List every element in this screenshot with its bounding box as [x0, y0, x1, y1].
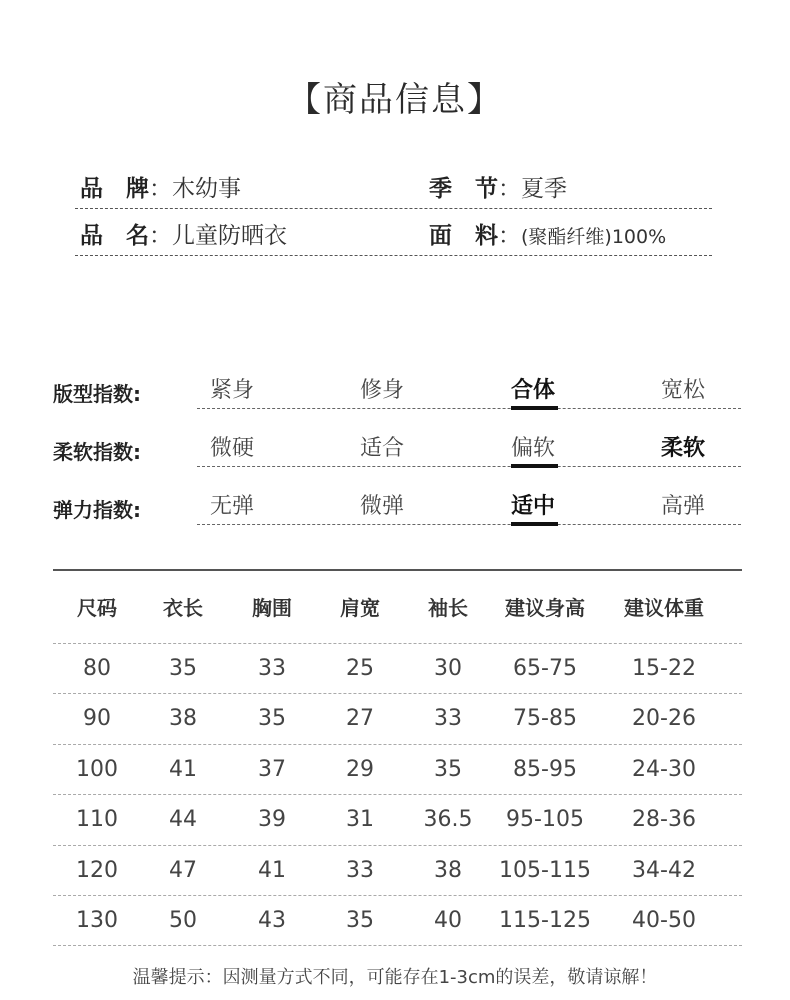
row-divider: [53, 895, 742, 896]
table-cell: 41: [169, 757, 197, 782]
index-option: 修身: [360, 378, 405, 403]
measurement-note: 温馨提示：因测量方式不同，可能存在1-3cm的误差，敬请谅解！: [132, 967, 658, 988]
index-option: 适中: [511, 494, 556, 519]
season-value: 夏季: [521, 176, 567, 202]
index-divider: [197, 466, 741, 467]
fabric-key: 面 料: [429, 223, 498, 249]
table-cell: 105-115: [499, 858, 591, 883]
table-cell: 75-85: [513, 706, 577, 731]
table-header: 建议身高: [505, 596, 585, 620]
table-cell: 38: [434, 858, 462, 883]
table-cell: 95-105: [506, 807, 584, 832]
table-cell: 35: [169, 656, 197, 681]
index-option: 微硬: [210, 436, 255, 461]
page-title: 【商品信息】: [287, 80, 503, 120]
table-cell: 31: [346, 807, 374, 832]
table-cell: 28-36: [632, 807, 696, 832]
table-cell: 85-95: [513, 757, 577, 782]
fabric-value: (聚酯纤维)100%: [521, 226, 667, 248]
index-label: 柔软指数:: [53, 440, 141, 464]
index-divider: [197, 524, 741, 525]
table-cell: 33: [258, 656, 286, 681]
table-cell: 110: [76, 807, 118, 832]
table-header: 衣长: [163, 596, 203, 620]
table-cell: 41: [258, 858, 286, 883]
table-top-border: [53, 569, 742, 571]
table-cell: 130: [76, 908, 118, 933]
info-row-2: 品 名：儿童防晒衣 面 料：(聚酯纤维)100%: [75, 211, 712, 256]
table-cell: 80: [83, 656, 111, 681]
season-key: 季 节: [429, 176, 498, 202]
table-cell: 33: [434, 706, 462, 731]
table-header: 肩宽: [340, 596, 380, 620]
table-cell: 15-22: [632, 656, 696, 681]
info-row-1: 品 牌：木幼事 季 节：夏季: [75, 164, 712, 209]
table-cell: 36.5: [423, 807, 473, 832]
table-cell: 30: [434, 656, 462, 681]
table-header: 胸围: [252, 596, 292, 620]
table-cell: 115-125: [499, 908, 591, 933]
index-option: 紧身: [210, 378, 255, 403]
index-option: 无弹: [210, 494, 255, 519]
table-cell: 29: [346, 757, 374, 782]
index-option: 高弹: [661, 494, 706, 519]
table-cell: 25: [346, 656, 374, 681]
table-cell: 40-50: [632, 908, 696, 933]
index-option: 微弹: [360, 494, 405, 519]
table-header: 尺码: [77, 596, 117, 620]
name-value: 儿童防晒衣: [172, 223, 287, 249]
table-cell: 37: [258, 757, 286, 782]
table-cell: 39: [258, 807, 286, 832]
table-cell: 34-42: [632, 858, 696, 883]
table-header: 袖长: [428, 596, 468, 620]
selected-underline: [511, 464, 558, 468]
table-cell: 47: [169, 858, 197, 883]
table-cell: 24-30: [632, 757, 696, 782]
index-option: 适合: [360, 436, 405, 461]
index-option: 宽松: [661, 378, 706, 403]
row-divider: [53, 693, 742, 694]
index-label: 版型指数:: [53, 382, 141, 406]
table-cell: 35: [434, 757, 462, 782]
selected-underline: [511, 406, 558, 410]
row-divider: [53, 794, 742, 795]
table-cell: 35: [346, 908, 374, 933]
brand-value: 木幼事: [172, 176, 241, 202]
index-divider: [197, 408, 741, 409]
table-cell: 50: [169, 908, 197, 933]
row-divider: [53, 945, 742, 946]
name-key: 品 名: [80, 223, 149, 249]
index-option: 合体: [511, 378, 556, 403]
table-cell: 120: [76, 858, 118, 883]
row-divider: [53, 744, 742, 745]
table-cell: 43: [258, 908, 286, 933]
table-cell: 65-75: [513, 656, 577, 681]
table-cell: 35: [258, 706, 286, 731]
brand-key: 品 牌: [80, 176, 149, 202]
index-option: 偏软: [511, 436, 556, 461]
table-header: 建议体重: [624, 596, 704, 620]
selected-underline: [511, 522, 558, 526]
table-cell: 20-26: [632, 706, 696, 731]
table-cell: 90: [83, 706, 111, 731]
table-cell: 40: [434, 908, 462, 933]
table-cell: 44: [169, 807, 197, 832]
table-cell: 33: [346, 858, 374, 883]
table-cell: 38: [169, 706, 197, 731]
table-cell: 100: [76, 757, 118, 782]
index-label: 弹力指数:: [53, 498, 141, 522]
row-divider: [53, 643, 742, 644]
row-divider: [53, 845, 742, 846]
index-option: 柔软: [661, 436, 706, 461]
table-cell: 27: [346, 706, 374, 731]
